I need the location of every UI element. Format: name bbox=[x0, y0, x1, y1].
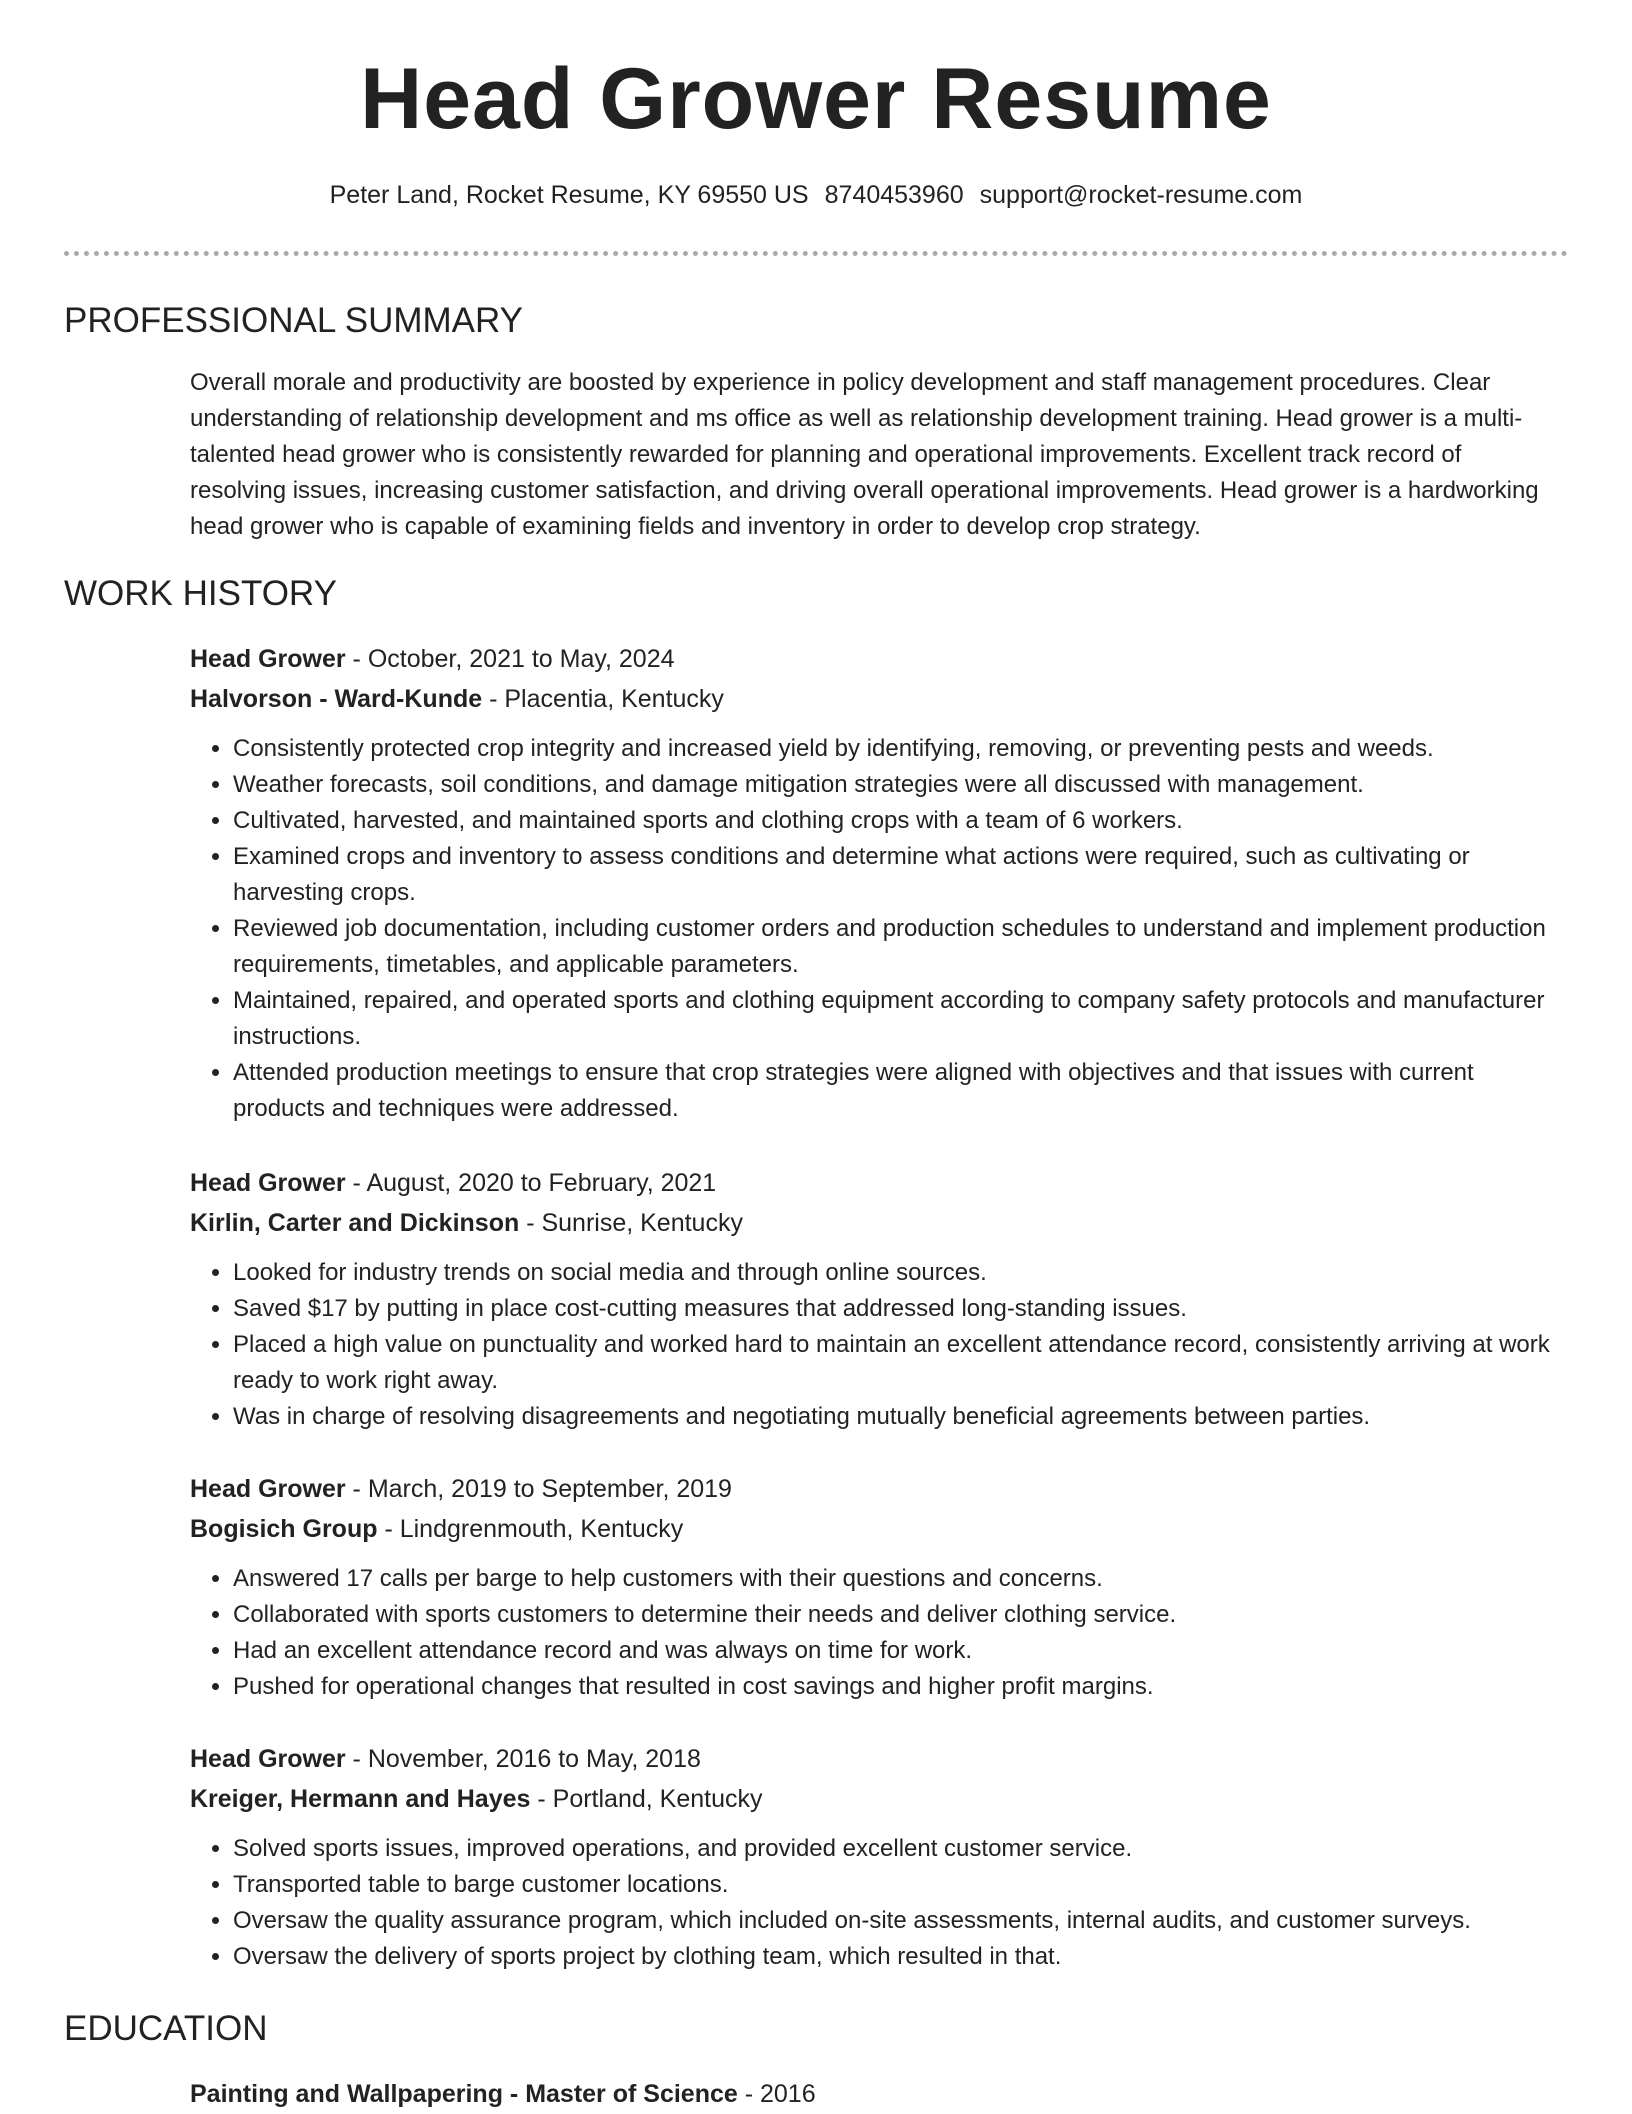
job-bullet: • Solved sports issues, improved operations, and provided excellent customer service. bbox=[233, 1831, 1560, 1867]
section-title-work-history: WORK HISTORY bbox=[64, 574, 337, 613]
summary-text: Overall morale and productivity are boosted by experience in policy development and staff management procedures. Clear understanding of relationship development and ms office as well as relationship development training. Head grower is a multi-talented head grower who is consistently rewarded for planning and operational improvements. Excellent track record of resolving issues, increasing customer satisfaction, and driving overall operational improvements. Head grower is a hardworking head grower who is capable of examining fields and inventory in order to develop crop strategy. bbox=[190, 369, 1539, 540]
job-bullet: • Oversaw the quality assurance program, which included on-site assessments, internal audits, and customer surveys. bbox=[233, 1903, 1560, 1939]
job-company: Kirlin, Carter and Dickinson bbox=[190, 1209, 520, 1237]
job-title: Head Grower bbox=[190, 645, 346, 673]
job-title-line bbox=[190, 1739, 1560, 1779]
job-bullet: • Answered 17 calls per barge to help customers with their questions and concerns. bbox=[233, 1561, 1560, 1597]
job-bullet: • Transported table to barge customer locations. bbox=[233, 1867, 1560, 1903]
job-bullet: • Had an excellent attendance record and was always on time for work. bbox=[233, 1633, 1560, 1669]
job-bullet: • Consistently protected crop integrity and increased yield by identifying, removing, or preventing pests and weeds. bbox=[233, 731, 1560, 767]
section-title-summary: PROFESSIONAL SUMMARY bbox=[64, 301, 523, 340]
job-bullet: • Saved $17 by putting in place cost-cutting measures that addressed long-standing issues. bbox=[233, 1291, 1560, 1327]
job-bullet: • Maintained, repaired, and operated sports and clothing equipment according to company safety protocols and manufacturer instructions. bbox=[233, 983, 1560, 1055]
job-entry bbox=[190, 639, 1560, 1127]
job-dates: - November, 2016 to May, 2018 bbox=[345, 1745, 701, 1773]
job-bullet: • Cultivated, harvested, and maintained sports and clothing crops with a team of 6 workers. bbox=[233, 803, 1560, 839]
job-entry bbox=[190, 1469, 1560, 1705]
job-location: - Placentia, Kentucky bbox=[482, 685, 724, 713]
job-bullet: • Weather forecasts, soil conditions, and damage mitigation strategies were all discussed with management. bbox=[233, 767, 1560, 803]
job-title-line bbox=[190, 1469, 1560, 1509]
job-bullet: • Pushed for operational changes that resulted in cost savings and higher profit margins. bbox=[233, 1669, 1560, 1705]
job-title-line bbox=[190, 1163, 1560, 1203]
job-dates: - March, 2019 to September, 2019 bbox=[345, 1475, 732, 1503]
job-dates: - October, 2021 to May, 2024 bbox=[345, 645, 675, 673]
job-company-line bbox=[190, 679, 1560, 719]
job-title: Head Grower bbox=[190, 1745, 346, 1773]
job-company-line bbox=[190, 1509, 1560, 1549]
job-title: Head Grower bbox=[190, 1169, 346, 1197]
job-bullet: • Oversaw the delivery of sports project by clothing team, which resulted in that. bbox=[233, 1939, 1560, 1975]
contact-phone: 8740453960 bbox=[824, 181, 964, 209]
section-title-education: EDUCATION bbox=[64, 2009, 268, 2048]
job-bullets bbox=[190, 1831, 1560, 1975]
header-divider bbox=[64, 251, 1568, 256]
job-bullets bbox=[190, 731, 1560, 1127]
contact-line bbox=[0, 180, 1632, 210]
job-company: Kreiger, Hermann and Hayes bbox=[190, 1785, 531, 1813]
job-bullets bbox=[190, 1255, 1560, 1435]
job-title: Head Grower bbox=[190, 1475, 346, 1503]
job-bullet: • Reviewed job documentation, including customer orders and production schedules to understand and implement production requirements, timetables, and applicable parameters. bbox=[233, 911, 1560, 983]
education-year: - 2016 bbox=[737, 2080, 816, 2108]
job-location: - Sunrise, Kentucky bbox=[519, 1209, 743, 1237]
education-degree: Painting and Wallpapering - Master of Science bbox=[190, 2080, 738, 2108]
job-entry bbox=[190, 1163, 1560, 1435]
job-company: Bogisich Group bbox=[190, 1515, 378, 1543]
job-company-line bbox=[190, 1203, 1560, 1243]
job-bullet: • Attended production meetings to ensure that crop strategies were aligned with objectives and that issues with current products and techniques were addressed. bbox=[233, 1055, 1560, 1127]
job-bullet: • Examined crops and inventory to assess conditions and determine what actions were required, such as cultivating or harvesting crops. bbox=[233, 839, 1560, 911]
job-bullet: • Was in charge of resolving disagreements and negotiating mutually beneficial agreements between parties. bbox=[233, 1399, 1560, 1435]
contact-email: support@rocket-resume.com bbox=[979, 181, 1303, 209]
job-bullet: • Looked for industry trends on social media and through online sources. bbox=[233, 1255, 1560, 1291]
job-location: - Portland, Kentucky bbox=[530, 1785, 763, 1813]
job-bullets bbox=[190, 1561, 1560, 1705]
job-company: Halvorson - Ward-Kunde bbox=[190, 685, 483, 713]
education-entry bbox=[190, 2074, 1560, 2114]
job-company-line bbox=[190, 1779, 1560, 1819]
job-location: - Lindgrenmouth, Kentucky bbox=[377, 1515, 684, 1543]
job-title-line bbox=[190, 639, 1560, 679]
job-entry bbox=[190, 1739, 1560, 1975]
contact-address: Peter Land, Rocket Resume, KY 69550 US bbox=[329, 181, 809, 209]
resume-title: Head Grower Resume bbox=[360, 51, 1272, 147]
job-dates: - August, 2020 to February, 2021 bbox=[345, 1169, 717, 1197]
job-bullet: • Placed a high value on punctuality and worked hard to maintain an excellent attendance record, consistently arriving at work ready to work right away. bbox=[233, 1327, 1560, 1399]
job-bullet: • Collaborated with sports customers to determine their needs and deliver clothing service. bbox=[233, 1597, 1560, 1633]
